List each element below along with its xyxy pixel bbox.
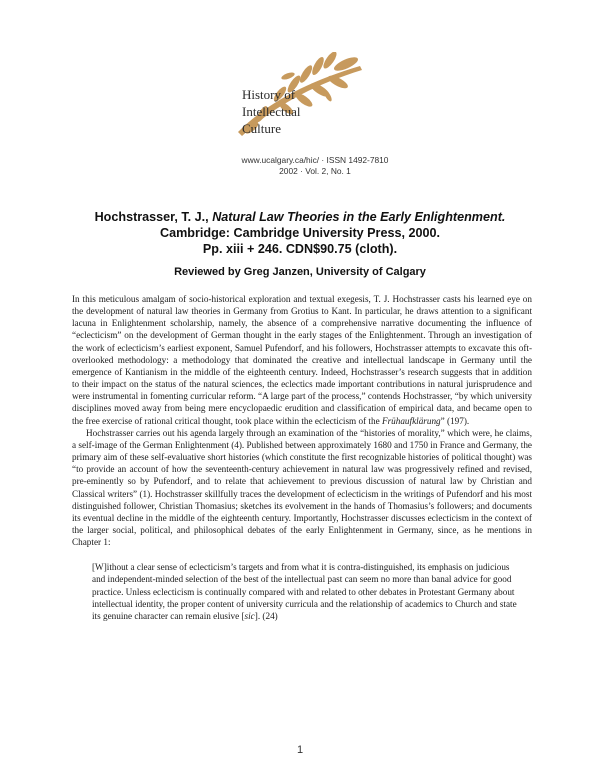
book-author: Hochstrasser, T. J., (94, 210, 213, 224)
journal-logo-text (242, 86, 300, 137)
paragraph-1 (72, 293, 532, 427)
block-quote-end: ]. (24) (254, 610, 278, 621)
review-body (72, 293, 532, 622)
block-quote (92, 561, 522, 622)
paragraph-1-end: ” (197). (440, 415, 470, 426)
book-title: Natural Law Theories in the Early Enlightenment. (212, 210, 506, 224)
reviewer-line: Reviewed by Greg Janzen, University of Calgary (174, 266, 426, 278)
journal-meta (0, 155, 600, 177)
book-citation (40, 209, 560, 257)
paragraph-2: Hochstrasser carries out his agenda largely through an examination of the “histories of morality,” which were, he claims, a self-image of the German Enlightenment (4). Published between approximately 1680 and 1750 in France and Germany, the primary aim of these self-evaluative short histories (which constitute the first recognizable histories of political thought) was “to provide an account of how the seventeenth-century achievement in natural law was progressively refined and revised, pre-eminently so by Pufendorf, and to relate that achievement to previous discussion of natural law by Christian and Classical writers” (1). Hochstrasser skillfully traces the development of eclecticism in the writings of Pufendorf and his most distinguished follower, Christian Thomasius; sketches its evolvement in the hands of Thomasius’s followers; and documents its eventual decline in the middle of the eighteenth century. Importantly, Hochstrasser discusses eclecticism in the context of the larger social, political, and philosophical debates of the early Enlightenment in Germany, since, as he mentions in Chapter 1: (72, 427, 532, 548)
logo-line-2: Intellectual (242, 104, 301, 119)
journal-url-issn: www.ucalgary.ca/hic/ · ISSN 1492-7810 (241, 155, 389, 165)
page-number: 1 (296, 744, 304, 756)
logo-line-1: History of (242, 87, 296, 102)
block-quote-sic: sic (244, 610, 255, 621)
block-quote-text: [W]ithout a clear sense of eclecticism’s targets and from what it is contra-distinguished, its emphasis on judicious and independent-minded selection of the best of the intellectual past can seem no more than banal advice for good practice. Unless eclecticism is continually compared with and related to other debates in Protestant Germany about intellectual identity, the proper content of university curricula and the relationship of academics to Church and state its genuine character can remain elusive [ (92, 562, 517, 621)
journal-volume: 2002 · Vol. 2, No. 1 (279, 166, 351, 176)
book-publisher: Cambridge: Cambridge University Press, 2000. (160, 226, 440, 240)
book-pages-price: Pp. xiii + 246. CDN$90.75 (cloth). (202, 242, 398, 256)
logo-line-3: Culture (242, 121, 281, 136)
paragraph-1-term: Frühaufklärung (381, 415, 441, 426)
paragraph-1-text: In this meticulous amalgam of socio-historical exploration and textual exegesis, T. J. Hochstrasser casts his learned eye on the development of natural law theories in Germany from Grotius to Kant. In particular, he draws attention to a significant lacuna in Enlightenment scholarship, namely, the absence of a comprehensive narrative documenting the influence of “eclecticism” on the development of German thought in the early stages of the Enlightenment. Through an investigation of the work of eclecticism’s earliest exponent, Samuel Pufendorf, and his followers, Hochstrasser attempts to excavate this oft-overlooked methodology: a methodology that dominated the creative and intellectual landscape in Germany until the emergence of Kantianism in the middle of the eighteenth century. Indeed, Hochstrasser’s research suggests that in addition to their impact on the status of the natural sciences, the eclectics made important contributions in natural jurisprudence and were instrumental in fomenting curricular reform. “A large part of the process,” contends Hochstrasser, “by which university disciplines moved away from being mere encyclopaedic erudition and classification of empirical data, and became open to the free exercise of rational critical thought, took place within the eclecticism of the (72, 294, 532, 426)
